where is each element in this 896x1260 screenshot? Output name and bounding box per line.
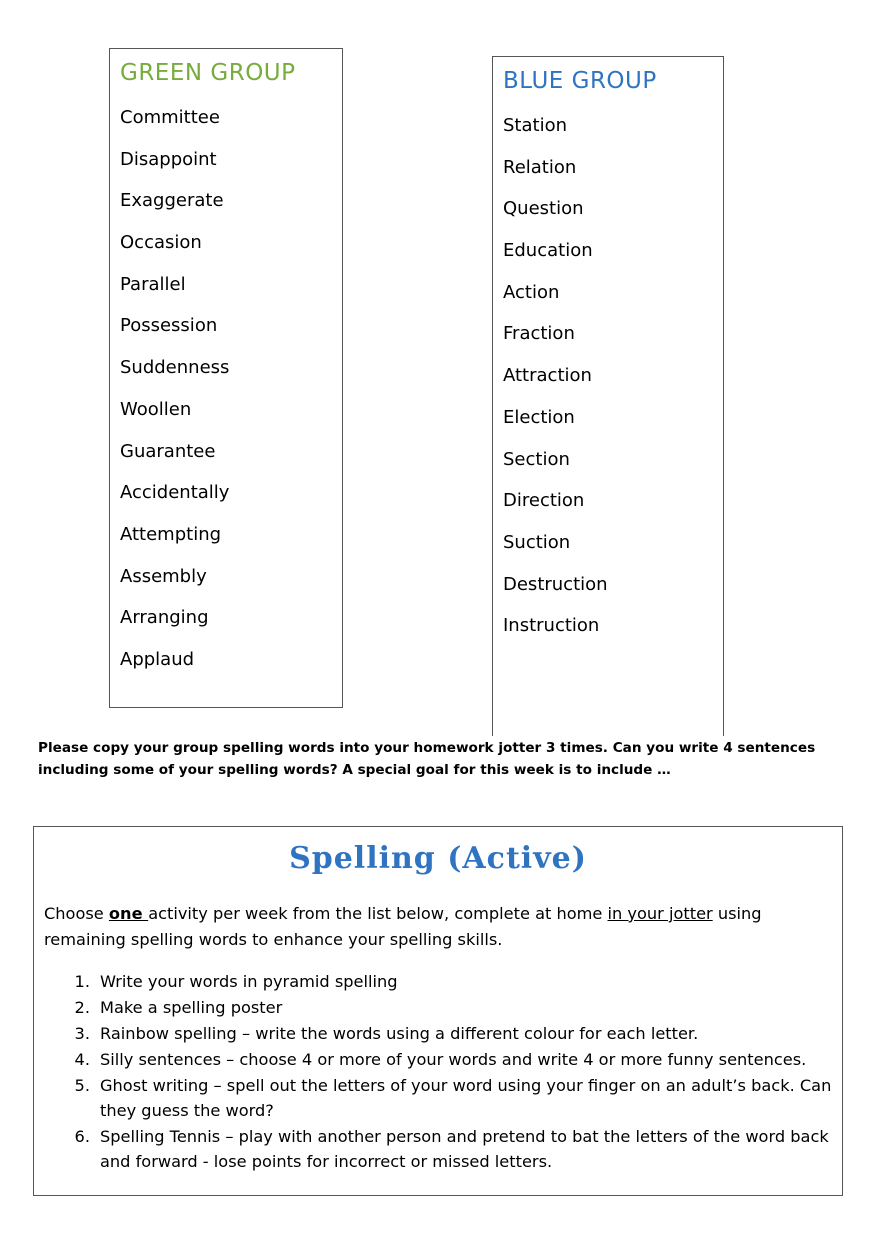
list-item: Parallel (120, 273, 186, 295)
list-item: Suction (503, 531, 571, 553)
list-item: Station (503, 115, 567, 136)
activity-number: 3. (74, 1024, 90, 1043)
spelling-active-intro (44, 901, 834, 953)
list-item: Exaggerate (120, 190, 224, 212)
list-item (44, 1021, 834, 1046)
list-item: Election (503, 406, 575, 428)
list-item: Question (503, 198, 584, 220)
activity-text: Spelling Tennis – play with another person and pretend to bat the letters of the word back and forward - lose points for incorrect or missed letters. (100, 1127, 829, 1171)
intro-one-emphasis: one (108, 904, 149, 923)
list-item: Woollen (120, 398, 192, 420)
intro-text: activity per week from the list below, complete at home (148, 904, 608, 923)
list-item: Direction (503, 490, 585, 512)
list-item: Committee (120, 107, 220, 128)
homework-instructions: Please copy your group spelling words into your homework jotter 3 times. Can you write 4 sentences including some of your spelling words? A special goal for this week is to include … (38, 740, 816, 778)
list-item (44, 1047, 834, 1072)
activity-text: Ghost writing – spell out the letters of your word using your finger on an adult’s back. Can they guess the word? (100, 1076, 832, 1120)
intro-jotter-emphasis: in your jotter (607, 904, 713, 923)
green-group-title: GREEN GROUP (120, 60, 296, 86)
list-item (44, 995, 834, 1020)
activity-number: 4. (74, 1050, 90, 1069)
list-item: Fraction (503, 323, 575, 345)
blue-group-title: BLUE GROUP (503, 68, 657, 94)
activity-number: 5. (74, 1076, 90, 1095)
list-item (44, 1073, 834, 1123)
activity-number: 2. (74, 998, 90, 1017)
activity-text: Write your words in pyramid spelling (100, 972, 398, 991)
list-item: Attraction (503, 365, 592, 387)
intro-text: using remaining spelling words to enhance your spelling skills. (44, 904, 762, 949)
list-item: Suddenness (120, 357, 230, 379)
activity-text: Silly sentences – choose 4 or more of your words and write 4 or more funny sentences. (100, 1050, 807, 1069)
list-item: Attempting (120, 523, 222, 545)
intro-text: Choose (44, 904, 109, 923)
list-item: Assembly (120, 565, 207, 587)
activity-number: 1. (74, 972, 90, 991)
list-item: Action (503, 281, 560, 303)
green-group-box (109, 48, 343, 708)
green-word-list (120, 106, 229, 690)
list-item: Destruction (503, 573, 608, 595)
activity-text: Make a spelling poster (100, 998, 283, 1017)
list-item: Accidentally (120, 482, 230, 504)
list-item: Section (503, 448, 570, 470)
activity-text: Rainbow spelling – write the words using a different colour for each letter. (100, 1024, 699, 1043)
list-item: Arranging (120, 607, 209, 629)
spelling-active-title: Spelling (Active) (289, 841, 587, 876)
list-item: Occasion (120, 232, 202, 254)
list-item (44, 969, 834, 994)
list-item (44, 1124, 834, 1174)
activity-list (44, 969, 834, 1175)
list-item: Education (503, 240, 593, 262)
blue-group-box (492, 56, 724, 736)
list-item: Guarantee (120, 440, 216, 462)
list-item: Applaud (120, 648, 195, 670)
blue-word-list (503, 114, 608, 656)
list-item: Possession (120, 315, 218, 337)
list-item: Instruction (503, 615, 600, 637)
activity-number: 6. (74, 1127, 90, 1146)
spelling-active-box (33, 826, 843, 1196)
list-item: Disappoint (120, 148, 217, 170)
list-item: Relation (503, 156, 577, 178)
